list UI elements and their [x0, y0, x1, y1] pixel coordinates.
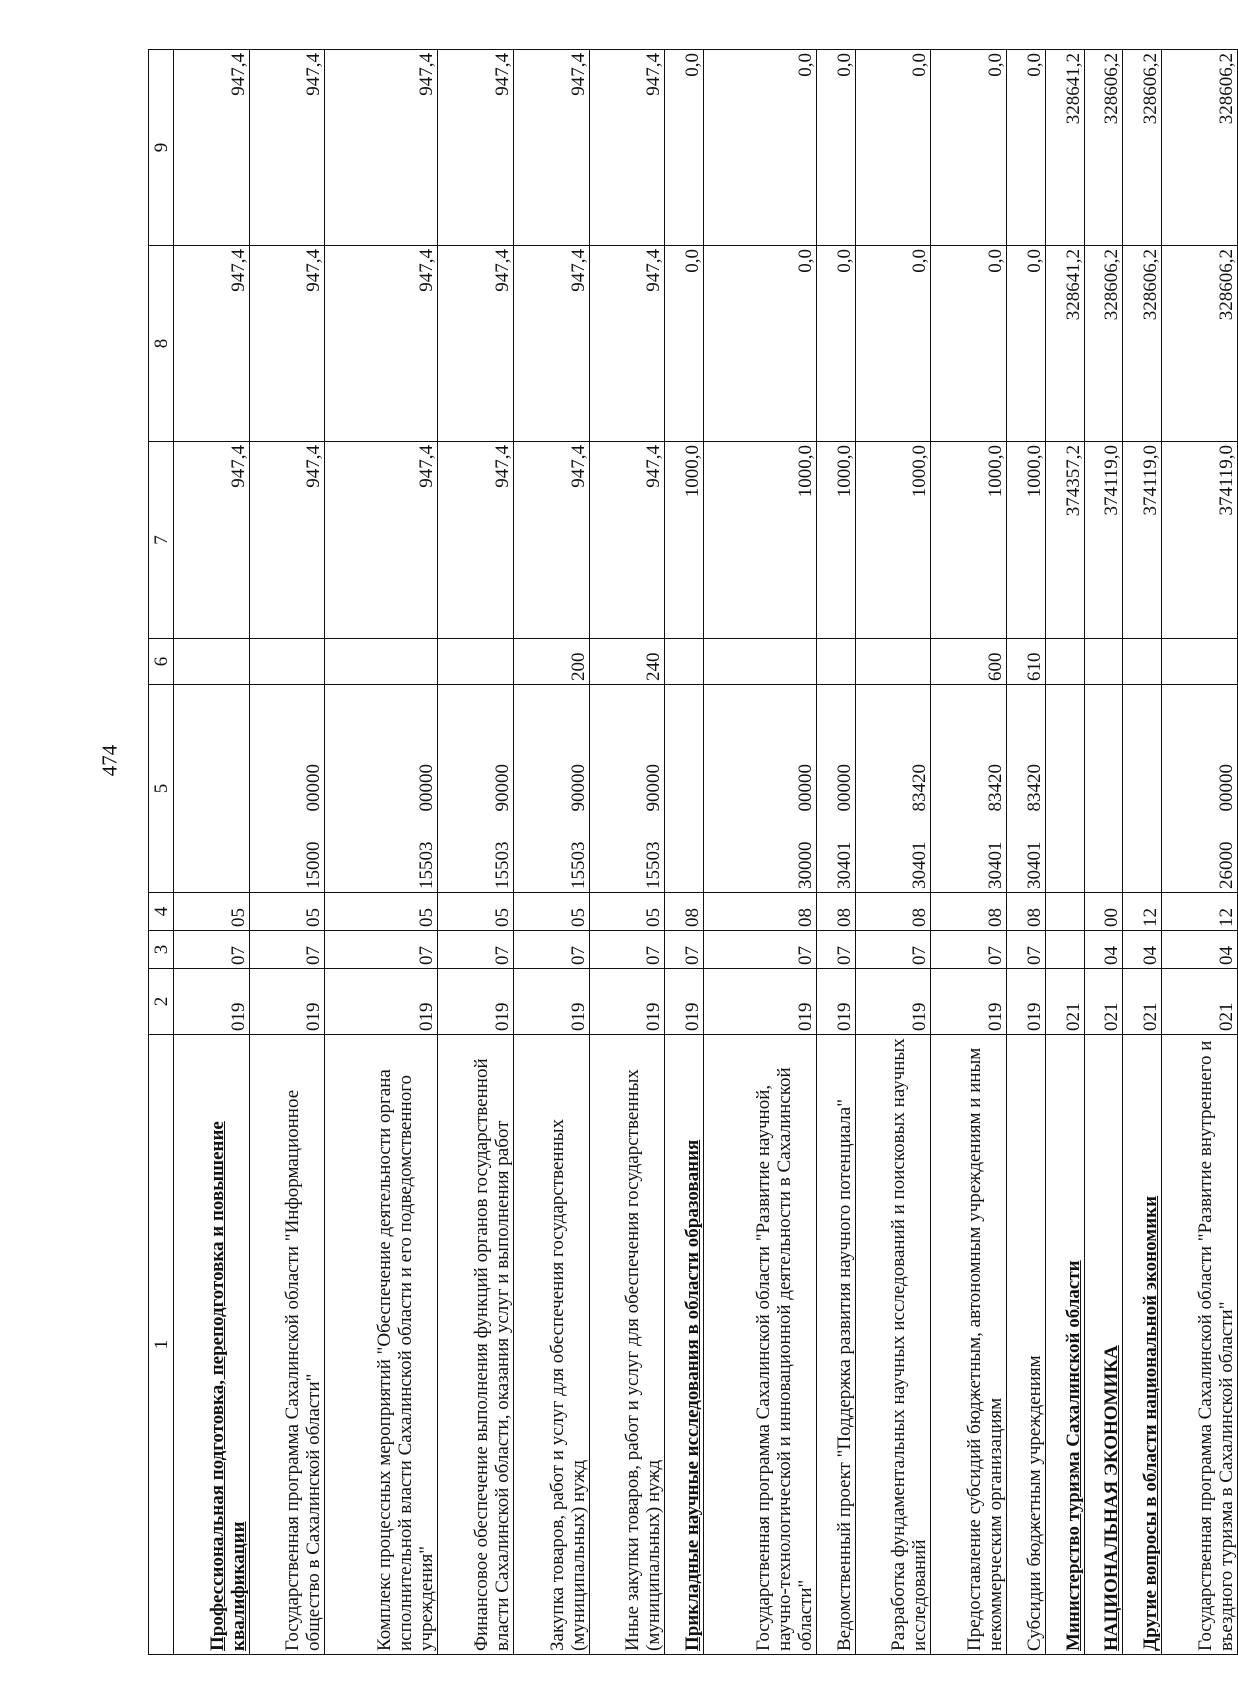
row-code-cell: 019: [931, 969, 1007, 1035]
target-code-part: 90000: [643, 764, 665, 812]
target-code-part: 30401: [833, 841, 855, 889]
row-value-cell: 947,4: [589, 246, 665, 442]
column-header: 6: [149, 639, 174, 685]
row-section-cell: 07: [589, 931, 665, 969]
row-name-cell: Государственная программа Сахалинской области "Информационное общество в Сахалинской области": [249, 1035, 325, 1655]
target-code-part: 15503: [567, 841, 589, 889]
row-subsection-cell: 08: [816, 893, 855, 931]
row-value-cell: 1000,0: [855, 442, 931, 639]
row-value-cell: 947,4: [589, 442, 665, 639]
row-target-cell: [704, 685, 817, 893]
row-subsection-cell: 05: [325, 893, 438, 931]
row-value-cell: 947,4: [438, 50, 514, 246]
table-row: [816, 50, 855, 1655]
row-value-cell: 0,0: [665, 246, 704, 442]
row-value-cell: 1000,0: [704, 442, 817, 639]
row-subsection-cell: 08: [704, 893, 817, 931]
row-value-cell: 947,4: [249, 50, 325, 246]
row-value-cell: 947,4: [325, 442, 438, 639]
row-type-cell: [816, 639, 855, 685]
row-type-cell: [438, 639, 514, 685]
row-subsection-cell: 08: [665, 893, 704, 931]
row-name-cell: Предоставление субсидий бюджетным, автономным учреждениям и иным некоммерческим организациям: [931, 1035, 1007, 1655]
row-subsection-cell: 08: [1007, 893, 1046, 931]
row-value-cell: 947,4: [325, 50, 438, 246]
row-value-cell: 0,0: [704, 246, 817, 442]
row-value-cell: 1000,0: [665, 442, 704, 639]
row-code-cell: 019: [325, 969, 438, 1035]
column-header: 7: [149, 442, 174, 639]
row-code-cell: 019: [855, 969, 931, 1035]
row-section-cell: 07: [1007, 931, 1046, 969]
table-row: [174, 50, 250, 1655]
row-code-cell: 019: [174, 969, 250, 1035]
row-code-cell: 021: [1162, 969, 1238, 1035]
target-code-part: 30000: [794, 841, 816, 889]
row-section-cell: 07: [704, 931, 817, 969]
column-header: 4: [149, 893, 174, 931]
target-code-part: 90000: [491, 764, 513, 812]
target-code-part: 26000: [1216, 841, 1237, 889]
row-value-cell: 947,4: [438, 246, 514, 442]
row-section-cell: 07: [855, 931, 931, 969]
column-header: 9: [149, 50, 174, 246]
row-target-cell: [931, 685, 1007, 893]
row-code-cell: 021: [1123, 969, 1162, 1035]
row-value-cell: 328606,2: [1123, 246, 1162, 442]
row-target-cell: [249, 685, 325, 893]
row-section-cell: [1045, 931, 1084, 969]
target-code-part: 15503: [643, 841, 665, 889]
row-section-cell: 07: [249, 931, 325, 969]
row-value-cell: 0,0: [855, 50, 931, 246]
row-target-cell: [589, 685, 665, 893]
table-row: [1162, 50, 1238, 1655]
row-value-cell: 374357,2: [1045, 442, 1084, 639]
table-row: [513, 50, 589, 1655]
row-value-cell: 0,0: [665, 50, 704, 246]
row-type-cell: 240: [589, 639, 665, 685]
table-row: [665, 50, 704, 1655]
row-type-cell: 610: [1007, 639, 1046, 685]
header-row: [149, 50, 174, 1655]
row-type-cell: [174, 639, 250, 685]
row-value-cell: 0,0: [816, 50, 855, 246]
row-type-cell: 600: [931, 639, 1007, 685]
row-value-cell: 1000,0: [816, 442, 855, 639]
row-section-cell: 07: [325, 931, 438, 969]
row-code-cell: 019: [438, 969, 514, 1035]
column-header: 1: [149, 1035, 174, 1655]
row-name-cell: Профессиональная подготовка, переподготовка и повышение квалификации: [174, 1035, 250, 1655]
row-value-cell: 0,0: [704, 50, 817, 246]
budget-table: [148, 49, 1238, 1655]
target-code-part: 30401: [1023, 841, 1045, 889]
target-code-part: 83420: [1023, 764, 1045, 812]
row-name-cell: Другие вопросы в области национальной экономики: [1123, 1035, 1162, 1655]
row-section-cell: 07: [438, 931, 514, 969]
row-type-cell: [1045, 639, 1084, 685]
target-code-part: 00000: [1216, 764, 1237, 812]
row-value-cell: 328606,2: [1084, 50, 1123, 246]
budget-table-container: [148, 50, 1238, 1655]
row-value-cell: 947,4: [174, 50, 250, 246]
row-code-cell: 021: [1084, 969, 1123, 1035]
row-type-cell: [855, 639, 931, 685]
column-header: 2: [149, 969, 174, 1035]
column-header: 5: [149, 685, 174, 893]
row-value-cell: 947,4: [174, 442, 250, 639]
row-name-cell: Закупка товаров, работ и услуг для обеспечения государственных (муниципальных) нужд: [513, 1035, 589, 1655]
row-code-cell: 019: [816, 969, 855, 1035]
row-subsection-cell: 00: [1084, 893, 1123, 931]
row-value-cell: 947,4: [589, 50, 665, 246]
row-target-cell: [1084, 685, 1123, 893]
target-code-part: 15000: [303, 841, 325, 889]
row-type-cell: [1123, 639, 1162, 685]
row-value-cell: 374119,0: [1084, 442, 1123, 639]
row-name-cell: Разработка фундаментальных научных исследований и поисковых научных исследований: [855, 1035, 931, 1655]
row-type-cell: [665, 639, 704, 685]
row-subsection-cell: 08: [931, 893, 1007, 931]
row-type-cell: 200: [513, 639, 589, 685]
row-target-cell: [325, 685, 438, 893]
row-value-cell: 0,0: [1007, 50, 1046, 246]
row-section-cell: 04: [1084, 931, 1123, 969]
row-name-cell: Финансовое обеспечение выполнения функций органов государственной власти Сахалинской области, оказания услуг и выполнения работ: [438, 1035, 514, 1655]
row-code-cell: 019: [249, 969, 325, 1035]
row-subsection-cell: 05: [249, 893, 325, 931]
row-section-cell: 04: [1162, 931, 1238, 969]
row-section-cell: 07: [513, 931, 589, 969]
row-name-cell: Министерство туризма Сахалинской области: [1045, 1035, 1084, 1655]
row-target-cell: [855, 685, 931, 893]
column-header: 3: [149, 931, 174, 969]
row-subsection-cell: 12: [1162, 893, 1238, 931]
row-target-cell: [1007, 685, 1046, 893]
row-value-cell: 1000,0: [1007, 442, 1046, 639]
table-row: [1123, 50, 1162, 1655]
table-row: [1084, 50, 1123, 1655]
row-type-cell: [1162, 639, 1238, 685]
row-value-cell: 328606,2: [1162, 50, 1238, 246]
row-name-cell: НАЦИОНАЛЬНАЯ ЭКОНОМИКА: [1084, 1035, 1123, 1655]
row-name-cell: Ведомственный проект "Поддержка развития научного потенциала": [816, 1035, 855, 1655]
row-section-cell: 07: [816, 931, 855, 969]
row-value-cell: 374119,0: [1162, 442, 1238, 639]
row-value-cell: 328641,2: [1045, 50, 1084, 246]
row-value-cell: 328606,2: [1123, 50, 1162, 246]
column-header: 8: [149, 246, 174, 442]
row-section-cell: 04: [1123, 931, 1162, 969]
table-row: [1007, 50, 1046, 1655]
target-code-part: 00000: [303, 764, 325, 812]
row-subsection-cell: [1045, 893, 1084, 931]
row-target-cell: [665, 685, 704, 893]
row-name-cell: Государственная программа Сахалинской области "Развитие научной, научно-технологической и инновационной деятельности в Сахалинской области": [704, 1035, 817, 1655]
row-code-cell: 019: [589, 969, 665, 1035]
row-value-cell: 0,0: [855, 246, 931, 442]
target-code-part: 90000: [567, 764, 589, 812]
row-target-cell: [1162, 685, 1238, 893]
row-type-cell: [249, 639, 325, 685]
target-code-part: 15503: [491, 841, 513, 889]
row-value-cell: 0,0: [816, 246, 855, 442]
row-subsection-cell: 08: [855, 893, 931, 931]
target-code-part: 00000: [833, 764, 855, 812]
row-subsection-cell: 05: [589, 893, 665, 931]
row-code-cell: 021: [1045, 969, 1084, 1035]
row-subsection-cell: 05: [438, 893, 514, 931]
target-code-part: 00000: [794, 764, 816, 812]
page-number: 474: [97, 744, 122, 777]
row-value-cell: 328606,2: [1084, 246, 1123, 442]
row-value-cell: 947,4: [513, 50, 589, 246]
row-name-cell: Субсидии бюджетным учреждениям: [1007, 1035, 1046, 1655]
table-row: [1045, 50, 1084, 1655]
row-value-cell: 947,4: [249, 246, 325, 442]
row-section-cell: 07: [931, 931, 1007, 969]
row-section-cell: 07: [174, 931, 250, 969]
table-row: [931, 50, 1007, 1655]
row-type-cell: [1084, 639, 1123, 685]
table-row: [855, 50, 931, 1655]
table-row: [325, 50, 438, 1655]
row-code-cell: 019: [1007, 969, 1046, 1035]
row-code-cell: 019: [513, 969, 589, 1035]
table-row: [438, 50, 514, 1655]
row-value-cell: 1000,0: [931, 442, 1007, 639]
table-row: [249, 50, 325, 1655]
target-code-part: 30401: [909, 841, 931, 889]
target-code-part: 00000: [416, 764, 438, 812]
row-value-cell: 947,4: [513, 442, 589, 639]
row-value-cell: 0,0: [1007, 246, 1046, 442]
row-target-cell: [1123, 685, 1162, 893]
row-value-cell: 947,4: [438, 442, 514, 639]
row-subsection-cell: 05: [513, 893, 589, 931]
row-code-cell: 019: [665, 969, 704, 1035]
row-target-cell: [816, 685, 855, 893]
table-row: [704, 50, 817, 1655]
row-subsection-cell: 05: [174, 893, 250, 931]
row-value-cell: 0,0: [931, 50, 1007, 246]
row-name-cell: Иные закупки товаров, работ и услуг для обеспечения государственных (муниципальных) нужд: [589, 1035, 665, 1655]
target-code-part: 15503: [416, 841, 438, 889]
row-target-cell: [438, 685, 514, 893]
row-value-cell: 947,4: [513, 246, 589, 442]
row-code-cell: 019: [704, 969, 817, 1035]
row-target-cell: [1045, 685, 1084, 893]
row-type-cell: [325, 639, 438, 685]
row-value-cell: 328641,2: [1045, 246, 1084, 442]
row-subsection-cell: 12: [1123, 893, 1162, 931]
row-name-cell: Прикладные научные исследования в области образования: [665, 1035, 704, 1655]
row-name-cell: Государственная программа Сахалинской области "Развитие внутреннего и въездного туризма в Сахалинской области": [1162, 1035, 1238, 1655]
table-row: [589, 50, 665, 1655]
row-section-cell: 07: [665, 931, 704, 969]
row-value-cell: 374119,0: [1123, 442, 1162, 639]
target-code-part: 83420: [909, 764, 931, 812]
target-code-part: 30401: [985, 841, 1007, 889]
row-name-cell: Комплекс процессных мероприятий "Обеспечение деятельности органа исполнительной власти Сахалинской области и его подведомственного учреждения": [325, 1035, 438, 1655]
row-value-cell: 0,0: [931, 246, 1007, 442]
target-code-part: 83420: [985, 764, 1007, 812]
row-value-cell: 947,4: [174, 246, 250, 442]
row-value-cell: 947,4: [325, 246, 438, 442]
row-type-cell: [704, 639, 817, 685]
row-target-cell: [513, 685, 589, 893]
row-value-cell: 328606,2: [1162, 246, 1238, 442]
row-value-cell: 947,4: [249, 442, 325, 639]
row-target-cell: [174, 685, 250, 893]
